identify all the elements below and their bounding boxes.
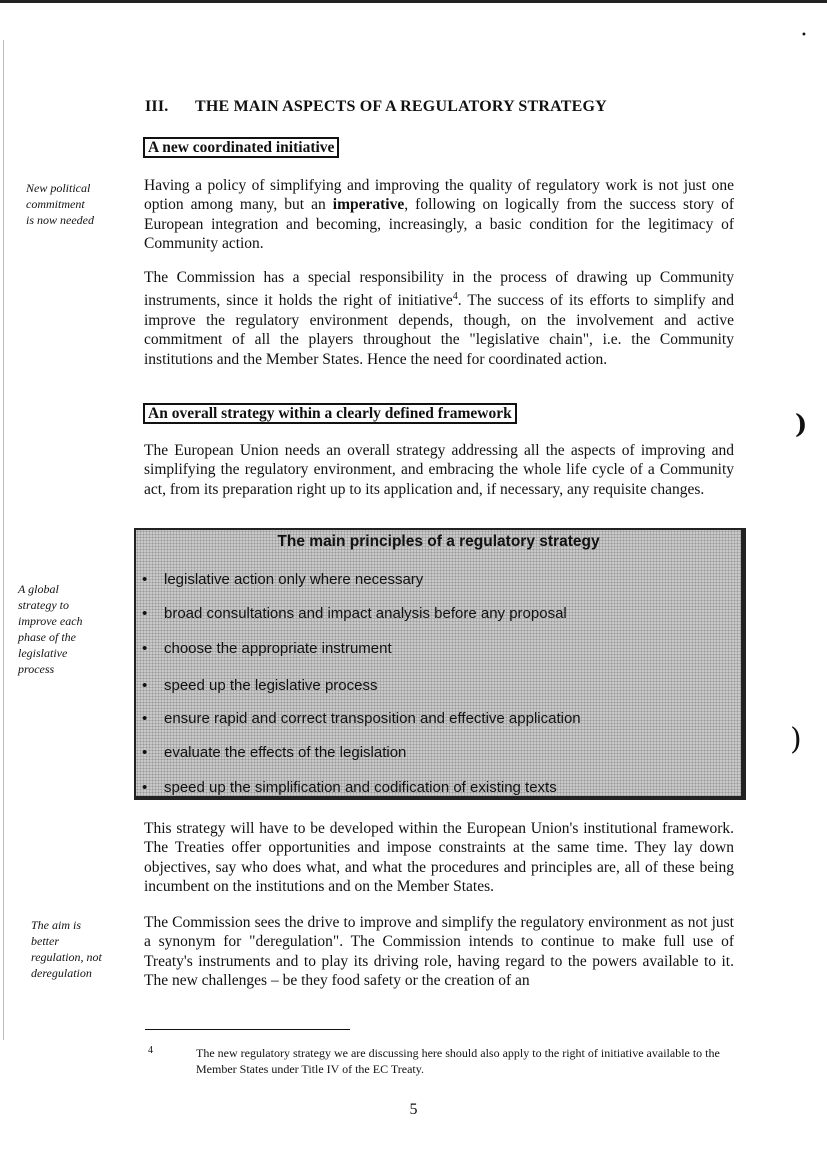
margin-note-better-regulation: The aim is better regulation, not deregulation [31, 918, 102, 980]
principle-item: • legislative action only where necessary [142, 571, 424, 588]
margin-note-political-commitment: New political commitment is now needed [26, 181, 94, 227]
scan-paren-mark-bold: ) [795, 410, 808, 440]
scan-top-edge [0, 0, 827, 3]
bold-imperative: imperative [332, 196, 405, 214]
principles-box [134, 528, 746, 800]
footnote-reference: 4 [452, 291, 458, 303]
paragraph-not-deregulation: The Commission sees the drive to improve and simplify the regulatory environment as not just a synonym for "deregulation". The Commission intends to continue to make full use of Treaty's instruments and to play its driving role, having regard to the powers available to it. The new challenges – be they food safety or the creation of an [144, 914, 734, 990]
scan-paren-mark: ) [790, 722, 802, 757]
principles-title: The main principles of a regulatory strategy [277, 533, 600, 550]
paragraph-commission-responsibility: The Commission has a special responsibility in the process of drawing up Community instruments, since it holds the right of initiative$^4$. The success of its efforts to simplify and improve the regulatory environment depends, though, on the involvement and active commitment of all the players throughout the "legislative chain", i.e. the Community institutions and the Member States. Hence the need for coordinated action. [144, 269, 734, 368]
paragraph-institutional-framework: This strategy will have to be developed within the European Union's institutional framework. The Treaties offer opportunities and impose constraints at the same time. They lay down objectives, say who does what, and what the procedures and principles are, all of these being incumbent on the institutions and on the Member States. [144, 820, 734, 896]
footnote-text: The new regulatory strategy we are discussing here should also apply to the right of initiative available to the Member States under Title IV of the EC Treaty. [196, 1046, 720, 1076]
subheading-overall-strategy: An overall strategy within a clearly defined framework [143, 403, 517, 424]
section-heading [145, 98, 745, 116]
principle-item: • speed up the legislative process [142, 677, 378, 694]
principle-item: • broad consultations and impact analysis before any proposal [142, 605, 567, 622]
section-title: THE MAIN ASPECTS OF A REGULATORY STRATEGY [195, 98, 607, 115]
principle-item: • choose the appropriate instrument [142, 640, 392, 657]
page-number: 5 [409, 1101, 418, 1118]
margin-note-global-strategy: A global strategy to improve each phase of the legislative process [18, 582, 83, 676]
scan-dot-mark: • [801, 30, 807, 41]
scan-left-edge [3, 40, 4, 1040]
paragraph-overall-strategy: The European Union needs an overall strategy addressing all the aspects of improving and simplifying the regulatory environment, and embracing the whole life cycle of a Community act, from its preparation right up to its application and, if necessary, any requisite changes. [144, 442, 734, 498]
principle-item: • speed up the simplification and codification of existing texts [142, 779, 557, 796]
footnote-marker: 4 [148, 1045, 153, 1056]
section-number: III. [145, 98, 169, 115]
footnote-separator [145, 1029, 350, 1030]
principle-item: • evaluate the effects of the legislation [142, 744, 407, 761]
subheading-coordinated-initiative: A new coordinated initiative [143, 137, 339, 158]
principle-item: • ensure rapid and correct transposition and effective application [142, 710, 581, 727]
paragraph-imperative: Having a policy of simplifying and improving the quality of regulatory work is not just one option among many, but an imperative, following on logically from the success story of European integration and becoming, increasingly, a basic condition for the legitimacy of Community action. [144, 177, 734, 253]
